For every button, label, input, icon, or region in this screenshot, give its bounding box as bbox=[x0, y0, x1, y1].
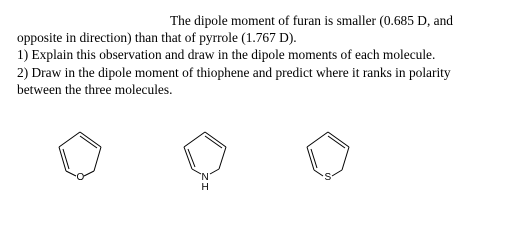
furan-structure bbox=[52, 128, 112, 190]
furan-ring bbox=[52, 128, 112, 190]
pyrrole-structure bbox=[176, 128, 236, 194]
question-line-3: 1) Explain this observation and draw in the dipole moments of each molecule. bbox=[17, 47, 436, 63]
furan-heteroatom: O bbox=[76, 172, 85, 183]
thiophene-heteroatom: S bbox=[324, 172, 332, 183]
question-text bbox=[17, 12, 499, 98]
thiophene-structure bbox=[300, 128, 360, 190]
pyrrole-heteroatom: N bbox=[201, 172, 209, 183]
thiophene-ring bbox=[300, 128, 360, 190]
question-line-4: 2) Draw in the dipole moment of thiophene and predict where it ranks in polarity bbox=[17, 64, 451, 80]
question-line-5: between the three molecules. bbox=[17, 81, 173, 97]
pyrrole-hydrogen: H bbox=[201, 182, 209, 193]
pyrrole-ring bbox=[176, 128, 236, 194]
question-line-1: The dipole moment of furan is smaller (0.685 D, and bbox=[170, 13, 453, 28]
question-line-2: opposite in direction) than that of pyrrole (1.767 D). bbox=[17, 30, 297, 46]
